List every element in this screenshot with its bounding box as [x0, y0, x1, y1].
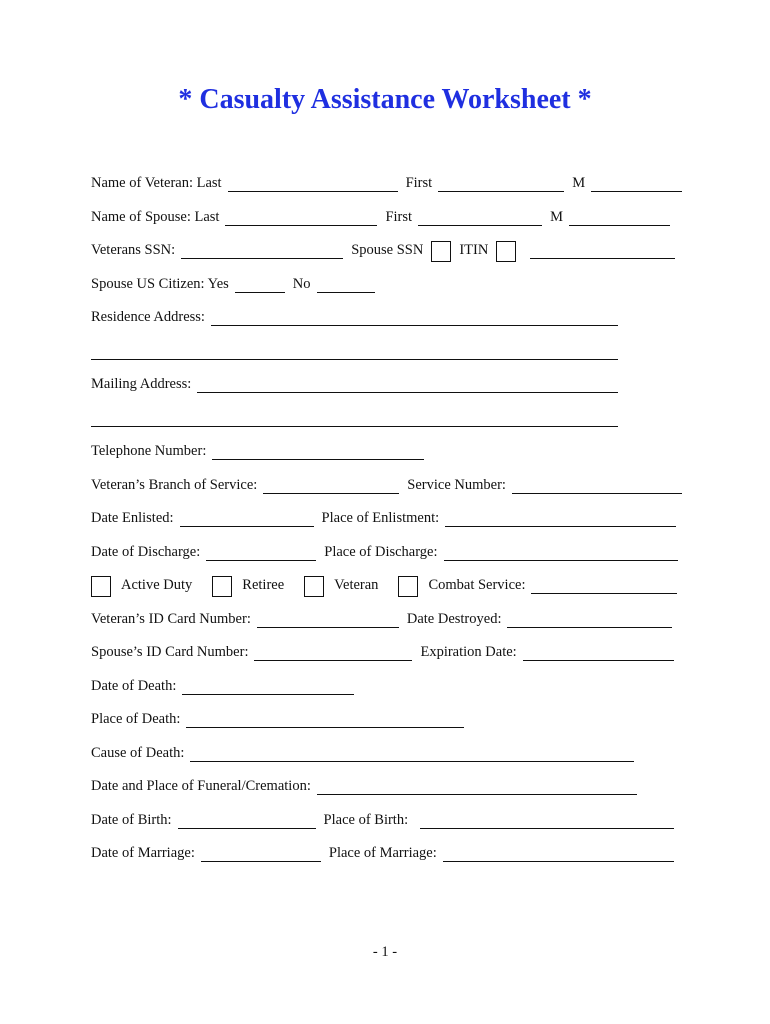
- date-marriage-label: Date of Marriage:: [91, 845, 195, 861]
- veteran-first-field[interactable]: [438, 177, 564, 192]
- combat-service-label: Combat Service:: [428, 577, 526, 593]
- service-number-field[interactable]: [512, 479, 682, 494]
- citizen-no-label: No: [292, 276, 311, 292]
- funeral-row: [91, 773, 637, 795]
- date-discharge-label: Date of Discharge:: [91, 544, 201, 560]
- spouse-first-label: First: [385, 209, 413, 225]
- death-cause-row: [91, 740, 634, 762]
- death-place-field[interactable]: [186, 713, 464, 728]
- death-place-label: Place of Death:: [91, 711, 181, 727]
- page-title: * Casualty Assistance Worksheet *: [178, 84, 592, 115]
- spouse-ssn-label: Spouse SSN: [351, 242, 424, 258]
- date-destroyed-label: Date Destroyed:: [406, 611, 502, 627]
- retiree-checkbox[interactable]: [212, 576, 232, 597]
- death-date-field[interactable]: [182, 680, 354, 695]
- spouse-first-field[interactable]: [418, 211, 542, 226]
- retiree-label: Retiree: [242, 577, 285, 593]
- branch-label: Veteran’s Branch of Service:: [91, 477, 258, 493]
- itin-checkbox[interactable]: [496, 241, 516, 262]
- date-enlisted-field[interactable]: [180, 512, 314, 527]
- place-marriage-field[interactable]: [443, 847, 674, 862]
- spouse-id-label: Spouse’s ID Card Number:: [91, 644, 249, 660]
- death-cause-label: Cause of Death:: [91, 745, 185, 761]
- active-duty-label: Active Duty: [121, 577, 193, 593]
- veteran-id-field[interactable]: [257, 613, 399, 628]
- veterans-ssn-label: Veterans SSN:: [91, 242, 176, 258]
- service-number-label: Service Number:: [407, 477, 506, 493]
- enlisted-row: [91, 505, 676, 527]
- spouse-id-field[interactable]: [254, 646, 412, 661]
- place-birth-field[interactable]: [420, 814, 674, 829]
- discharge-row: [91, 539, 678, 561]
- funeral-label: Date and Place of Funeral/Cremation:: [91, 778, 311, 794]
- mailing-field[interactable]: [197, 378, 618, 393]
- residence-label: Residence Address:: [91, 309, 205, 325]
- telephone-row: [91, 438, 682, 460]
- mailing-row: [91, 371, 618, 393]
- citizen-no-field[interactable]: [317, 278, 375, 293]
- death-place-row: [91, 706, 682, 728]
- telephone-label: Telephone Number:: [91, 443, 207, 459]
- citizen-row: [91, 271, 682, 293]
- veteran-middle-label: M: [572, 175, 586, 191]
- status-row: [91, 572, 677, 594]
- veteran-id-label: Veteran’s ID Card Number:: [91, 611, 251, 627]
- spouse-ssn-checkbox[interactable]: [431, 241, 451, 262]
- page-number: - 1 -: [372, 944, 398, 960]
- veteran-first-label: First: [405, 175, 433, 191]
- telephone-field[interactable]: [212, 445, 424, 460]
- death-date-label: Date of Death:: [91, 678, 177, 694]
- citizen-yes-field[interactable]: [235, 278, 285, 293]
- spouse-middle-field[interactable]: [569, 211, 670, 226]
- combat-service-field[interactable]: [531, 579, 677, 594]
- veteran-name-row: [91, 170, 682, 192]
- veteran-label: Veteran: [334, 577, 379, 593]
- marriage-row: [91, 840, 674, 862]
- spouse-middle-label: M: [550, 209, 563, 225]
- date-birth-field[interactable]: [178, 814, 316, 829]
- combat-service-checkbox[interactable]: [398, 576, 418, 597]
- funeral-field[interactable]: [317, 780, 637, 795]
- veteran-last-field[interactable]: [228, 177, 398, 192]
- veteran-middle-field[interactable]: [591, 177, 682, 192]
- expiration-date-field[interactable]: [523, 646, 674, 661]
- mailing-row-2: [91, 405, 618, 427]
- veterans-ssn-field[interactable]: [181, 244, 343, 259]
- place-marriage-label: Place of Marriage:: [328, 845, 437, 861]
- itin-label: ITIN: [459, 242, 489, 258]
- spouse-id-row: [91, 639, 674, 661]
- mailing-field-2[interactable]: [91, 412, 618, 427]
- residence-field[interactable]: [211, 311, 618, 326]
- place-enlistment-field[interactable]: [445, 512, 676, 527]
- residence-row: [91, 304, 618, 326]
- date-marriage-field[interactable]: [201, 847, 321, 862]
- date-destroyed-field[interactable]: [507, 613, 672, 628]
- expiration-date-label: Expiration Date:: [420, 644, 517, 660]
- date-birth-label: Date of Birth:: [91, 812, 172, 828]
- spouse-last-label: Name of Spouse: Last: [91, 209, 220, 225]
- branch-field[interactable]: [263, 479, 399, 494]
- birth-row: [91, 807, 674, 829]
- place-discharge-label: Place of Discharge:: [324, 544, 438, 560]
- residence-row-2: [91, 338, 618, 360]
- death-cause-field[interactable]: [190, 747, 634, 762]
- veteran-last-label: Name of Veteran: Last: [91, 175, 222, 191]
- date-enlisted-label: Date Enlisted:: [91, 510, 174, 526]
- place-enlistment-label: Place of Enlistment:: [321, 510, 440, 526]
- spouse-name-row: [91, 204, 670, 226]
- veteran-id-row: [91, 606, 672, 628]
- active-duty-checkbox[interactable]: [91, 576, 111, 597]
- date-discharge-field[interactable]: [206, 546, 316, 561]
- place-discharge-field[interactable]: [444, 546, 678, 561]
- death-date-row: [91, 673, 682, 695]
- ssn-row: [91, 237, 675, 259]
- branch-row: [91, 472, 682, 494]
- citizen-yes-label: Spouse US Citizen: Yes: [91, 276, 229, 292]
- spouse-last-field[interactable]: [225, 211, 377, 226]
- residence-field-2[interactable]: [91, 345, 618, 360]
- ssn-number-field[interactable]: [530, 244, 675, 259]
- place-birth-label: Place of Birth:: [323, 812, 409, 828]
- veteran-checkbox[interactable]: [304, 576, 324, 597]
- mailing-label: Mailing Address:: [91, 376, 192, 392]
